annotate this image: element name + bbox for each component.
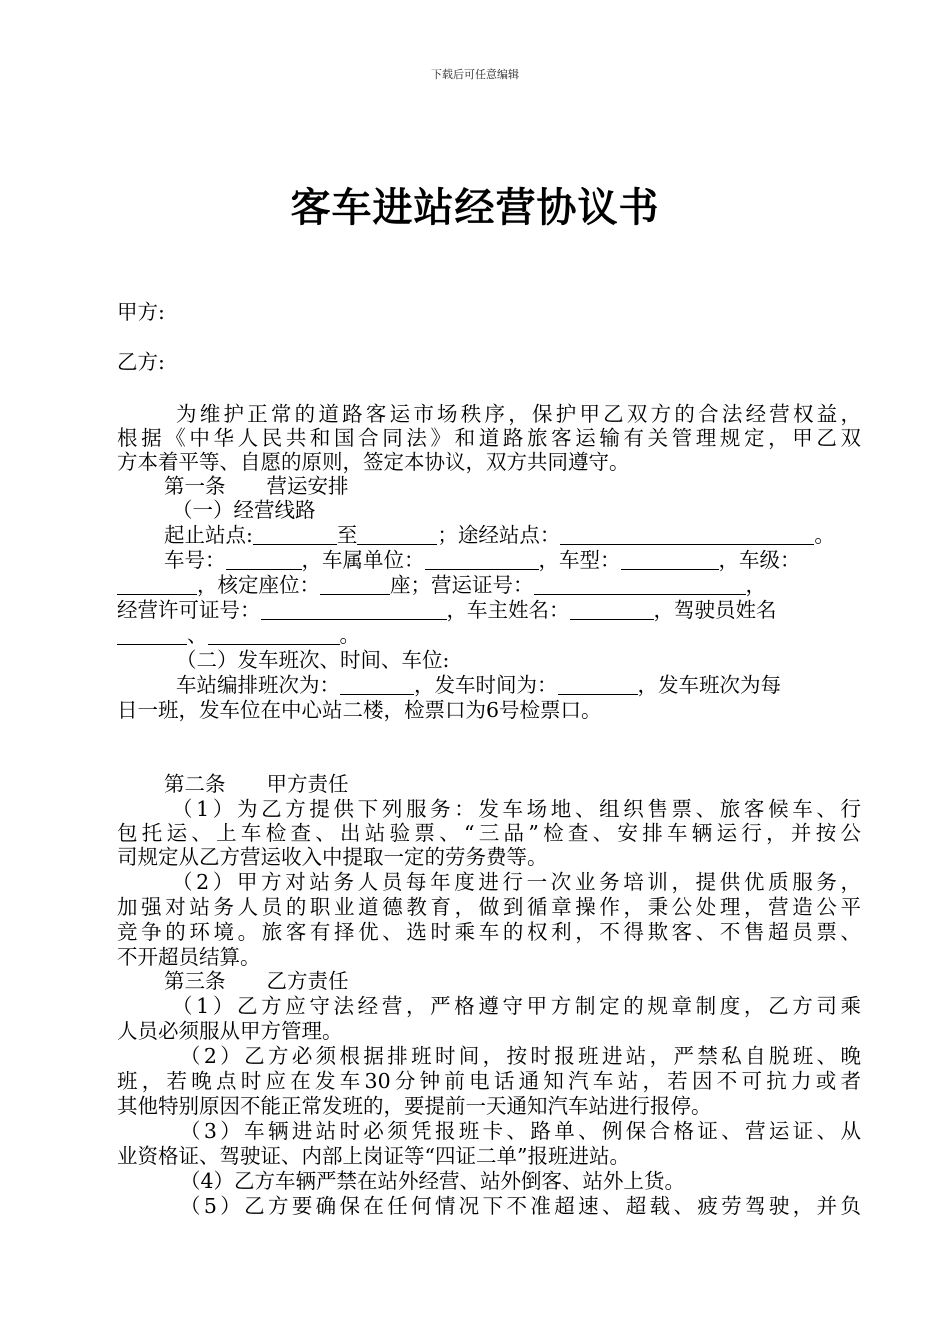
- art2-p2-line-1: （2）甲方对站务人员每年度进行一次业务培训，提供优质服务，: [172, 870, 861, 894]
- vehicle-grade-field[interactable]: [117, 576, 197, 595]
- business-license-field[interactable]: [261, 601, 447, 620]
- art2-p1-line-3: 司规定从乙方营运收入中提取一定的劳务费等。: [117, 845, 548, 869]
- operation-permit-field[interactable]: [534, 576, 746, 595]
- document-title: 客车进站经营协议书: [290, 185, 660, 231]
- article-1-sub-2: （二）发车班次、时间、车位:: [176, 648, 450, 672]
- article-1-sub-1: （一）经营线路: [172, 498, 316, 522]
- art2-p2-line-4: 不开超员结算。: [117, 945, 261, 969]
- page-header: 下载后可任意编辑: [431, 68, 519, 81]
- vehicle-type-field[interactable]: [621, 551, 719, 570]
- art3-p2-line-2: 班，若晚点时应在发车30分钟前电话通知汽车站，若因不可抗力或者: [117, 1069, 861, 1093]
- end-station-field[interactable]: [357, 526, 437, 545]
- intro-line-2: 根据《中华人民共和国合同法》和道路旅客运输有关管理规定，甲乙双: [117, 426, 861, 450]
- driver-line: 、 。: [117, 623, 360, 647]
- intro-line-3: 方本着平等、自愿的原则，签定本协议，双方共同遵守。: [117, 450, 630, 474]
- art3-p2-line-3: 其他特别原因不能正常发班的，要提前一天通知汽车站进行报停。: [117, 1094, 712, 1118]
- vehicle-line: 车号： ，车属单位： ，车型： ，车级：: [164, 548, 801, 572]
- driver-name-field-2[interactable]: [208, 626, 340, 645]
- art2-p1-line-1: （1）为乙方提供下列服务：发车场地、组织售票、旅客候车、行: [172, 797, 861, 821]
- party-a-label: 甲方:: [117, 300, 165, 324]
- license-line: 经营许可证号： ，车主姓名： ，驾驶员姓名: [117, 598, 777, 622]
- art3-p3-line-1: （3）车辆进站时必须凭报班卡、路单、例保合格证、营运证、从: [180, 1119, 861, 1143]
- driver-name-field-1[interactable]: [117, 626, 187, 645]
- schedule-line: 车站编排班次为： ，发车时间为： ，发车班次为每: [176, 673, 781, 697]
- art3-p2-line-1: （2）乙方必须根据排班时间，按时报班进站，严禁私自脱班、晚: [180, 1044, 861, 1068]
- plate-number-field[interactable]: [226, 551, 302, 570]
- article-3-heading: 第三条 乙方责任: [164, 969, 349, 993]
- art3-p1-line-2: 人员必须服从甲方管理。: [117, 1019, 343, 1043]
- art3-p4-line: （4）乙方车辆严禁在站外经营、站外倒客、站外上货。: [180, 1169, 686, 1193]
- art3-p5-line: （5）乙方要确保在任何情况下不准超速、超载、疲劳驾驶，并负: [180, 1194, 861, 1218]
- departure-bay-line: 日一班，发车位在中心站二楼，检票口为6号检票口。: [117, 698, 602, 722]
- article-2-heading: 第二条 甲方责任: [164, 772, 349, 796]
- owner-name-field[interactable]: [570, 601, 654, 620]
- via-stations-field[interactable]: [560, 526, 814, 545]
- vehicle-owner-unit-field[interactable]: [425, 551, 539, 570]
- start-station-field[interactable]: [253, 526, 337, 545]
- seat-count-field[interactable]: [320, 576, 390, 595]
- intro-line-1: 为维护正常的道路客运市场秩序，保护甲乙双方的合法经营权益，: [176, 402, 861, 426]
- article-1-heading: 第一条 营运安排: [164, 474, 349, 498]
- art2-p2-line-3: 竞争的环境。旅客有择优、选时乘车的权利，不得欺客、不售超员票、: [117, 920, 861, 944]
- party-b-label: 乙方:: [117, 350, 165, 374]
- seats-line: ，核定座位： 座；营运证号： ，: [117, 573, 766, 597]
- art3-p1-line-1: （1）乙方应守法经营，严格遵守甲方制定的规章制度，乙方司乘: [172, 994, 861, 1018]
- departure-time-field[interactable]: [558, 676, 638, 695]
- art2-p1-line-2: 包托运、上车检查、出站验票、“三品”检查、安排车辆运行，并按公: [117, 821, 861, 845]
- route-line: 起止站点: 至 ；途经站点： 。: [164, 523, 835, 547]
- art3-p3-line-2: 业资格证、驾驶证、内部上岗证等“四证二单”报班进站。: [117, 1144, 630, 1168]
- shift-count-field[interactable]: [340, 676, 414, 695]
- art2-p2-line-2: 加强对站务人员的职业道德教育，做到循章操作，秉公处理，营造公平: [117, 895, 861, 919]
